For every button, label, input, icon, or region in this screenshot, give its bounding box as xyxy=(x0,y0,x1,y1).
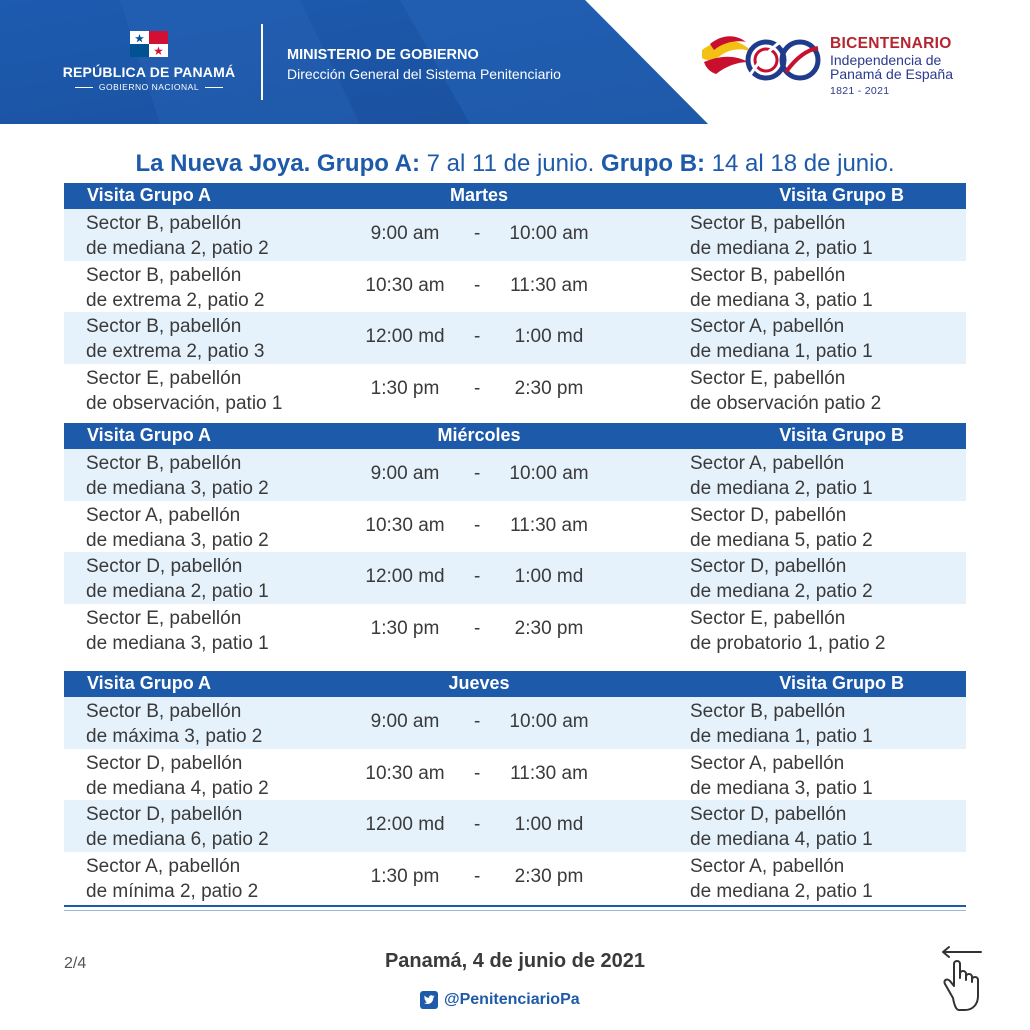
header-divider xyxy=(261,24,263,100)
page-title xyxy=(64,150,966,178)
time-end: 1:00 md xyxy=(514,566,584,587)
time-start: 12:00 md xyxy=(365,566,445,587)
location-line: Sector A, pabellón xyxy=(690,453,845,474)
header-group-b: Visita Grupo B xyxy=(779,425,904,445)
group-b-location xyxy=(690,854,873,904)
location-line: Sector E, pabellón xyxy=(86,367,242,389)
title-part4: 14 al 18 de junio. xyxy=(705,150,895,177)
table-header xyxy=(64,423,966,449)
location-line: de extrema 2, patio 3 xyxy=(86,341,265,362)
location-line: Sector A, pabellón xyxy=(690,316,845,337)
location-line: de máxima 3, patio 2 xyxy=(86,726,263,747)
time-dash: - xyxy=(474,326,481,347)
footer-date: Panamá, 4 de junio de 2021 xyxy=(384,950,646,972)
table-header xyxy=(64,671,966,697)
time-end: 11:30 am xyxy=(510,514,588,536)
time-start: 10:30 am xyxy=(365,762,445,784)
location-line: de mediana 2, patio 2 xyxy=(86,238,269,259)
header-day: Miércoles xyxy=(437,425,521,445)
location-line: de mediana 4, patio 2 xyxy=(86,777,269,799)
location-line: Sector E, pabellón xyxy=(86,607,242,629)
header-group-a: Visita Grupo A xyxy=(87,673,212,693)
group-a-location xyxy=(86,802,269,852)
header-day: Martes xyxy=(449,185,509,205)
location-line: de mediana 3, patio 1 xyxy=(86,632,269,654)
location-line: de mediana 3, patio 1 xyxy=(690,777,873,799)
bottom-rule-thin xyxy=(64,910,966,911)
title-part3: Grupo B: xyxy=(601,150,706,177)
location-line: Sector B, pabellón xyxy=(690,264,846,286)
location-line: Sector B, pabellón xyxy=(86,701,242,722)
table-header xyxy=(64,183,966,209)
group-a-location xyxy=(86,503,269,553)
group-a-location xyxy=(86,554,269,604)
time-end: 2:30 pm xyxy=(514,377,584,399)
time-start: 10:30 am xyxy=(365,274,445,296)
group-b-location xyxy=(690,699,873,749)
location-line: Sector A, pabellón xyxy=(690,752,845,774)
header-banner xyxy=(0,0,1030,124)
bicentenario-logo xyxy=(700,28,825,88)
location-line: Sector E, pabellón xyxy=(690,607,846,629)
location-line: de probatorio 1, patio 2 xyxy=(690,632,886,654)
location-line: Sector D, pabellón xyxy=(86,556,243,577)
location-line: de extrema 2, patio 2 xyxy=(86,289,265,311)
time-start: 9:00 am xyxy=(370,711,440,732)
group-b-location xyxy=(690,263,873,313)
time-end: 10:00 am xyxy=(509,223,589,244)
time-dash: - xyxy=(474,566,481,587)
table-row xyxy=(64,364,966,416)
group-a-location xyxy=(86,263,265,313)
time-end: 2:30 pm xyxy=(514,865,584,887)
time-start: 12:00 md xyxy=(365,326,445,347)
location-line: Sector B, pabellón xyxy=(86,453,242,474)
twitter-link[interactable] xyxy=(420,990,580,1010)
republica-label: REPÚBLICA DE PANAMÁ xyxy=(62,64,236,80)
location-line: de mediana 5, patio 2 xyxy=(690,529,873,551)
direccion-label: Dirección General del Sistema Penitenciario xyxy=(287,66,561,82)
time-start: 12:00 md xyxy=(365,814,445,835)
time-end: 2:30 pm xyxy=(514,617,584,639)
time-dash: - xyxy=(474,463,481,484)
group-a-location xyxy=(86,854,258,904)
location-line: de mediana 1, patio 1 xyxy=(690,726,873,747)
location-line: de mediana 3, patio 2 xyxy=(86,529,269,551)
table-row xyxy=(64,449,966,501)
location-line: Sector B, pabellón xyxy=(86,213,242,234)
bicentenario-years: 1821 - 2021 xyxy=(830,85,890,97)
group-b-location xyxy=(690,314,873,364)
location-line: de mediana 2, patio 1 xyxy=(690,880,873,902)
table-row xyxy=(64,749,966,801)
panama-flag-icon xyxy=(130,31,168,57)
group-b-location xyxy=(690,451,873,501)
location-line: de mínima 2, patio 2 xyxy=(86,880,259,902)
location-line: de mediana 3, patio 1 xyxy=(690,289,873,311)
location-line: Sector A, pabellón xyxy=(690,855,845,877)
twitter-icon xyxy=(420,991,438,1009)
location-line: de observación, patio 1 xyxy=(86,392,283,414)
time-start: 1:30 pm xyxy=(370,617,440,639)
location-line: Sector B, pabellón xyxy=(690,213,846,234)
bicentenario-title: BICENTENARIO xyxy=(830,35,952,52)
group-b-location xyxy=(690,606,885,656)
time-start: 9:00 am xyxy=(370,223,440,244)
group-a-location xyxy=(86,606,269,656)
location-line: Sector D, pabellón xyxy=(86,752,243,774)
table-row xyxy=(64,312,966,364)
group-b-location xyxy=(690,751,873,801)
header-group-b: Visita Grupo B xyxy=(779,185,904,205)
location-line: de mediana 6, patio 2 xyxy=(86,829,269,850)
schedule-table xyxy=(64,671,966,903)
header-group-a: Visita Grupo A xyxy=(87,185,212,205)
location-line: Sector A, pabellón xyxy=(86,504,241,526)
swipe-hand-icon xyxy=(935,940,987,1014)
time-start: 1:30 pm xyxy=(370,865,440,887)
location-line: de mediana 2, patio 1 xyxy=(690,478,873,499)
group-a-location xyxy=(86,211,269,261)
location-line: Sector B, pabellón xyxy=(86,316,242,337)
group-b-location xyxy=(690,554,873,604)
location-line: de mediana 3, patio 2 xyxy=(86,478,269,499)
time-start: 1:30 pm xyxy=(370,377,440,399)
time-dash: - xyxy=(474,223,481,244)
time-end: 1:00 md xyxy=(514,814,584,835)
bicentenario-subtitle xyxy=(830,53,990,81)
table-row xyxy=(64,501,966,553)
group-a-location xyxy=(86,314,265,364)
time-end: 10:00 am xyxy=(509,463,589,484)
table-row xyxy=(64,604,966,656)
location-line: Sector D, pabellón xyxy=(86,804,243,825)
time-dash: - xyxy=(474,711,481,732)
location-line: Sector B, pabellón xyxy=(86,264,242,286)
gobierno-label: GOBIERNO NACIONAL xyxy=(58,82,240,92)
table-row xyxy=(64,552,966,604)
time-end: 1:00 md xyxy=(514,326,584,347)
group-b-location xyxy=(690,802,873,852)
bicentenario-line2: Panamá de España xyxy=(830,66,953,82)
header-group-a: Visita Grupo A xyxy=(87,425,212,445)
twitter-handle[interactable]: @PenitenciarioPa xyxy=(444,991,580,1008)
header-group-b: Visita Grupo B xyxy=(779,673,904,693)
schedule-table xyxy=(64,183,966,415)
table-row xyxy=(64,697,966,749)
schedule-table xyxy=(64,423,966,655)
table-row xyxy=(64,209,966,261)
location-line: de mediana 2, patio 1 xyxy=(86,581,269,602)
location-line: de mediana 2, patio 1 xyxy=(690,238,873,259)
location-line: Sector E, pabellón xyxy=(690,367,846,389)
location-line: Sector B, pabellón xyxy=(690,701,846,722)
location-line: Sector A, pabellón xyxy=(86,855,241,877)
time-end: 10:00 am xyxy=(509,711,589,732)
time-dash: - xyxy=(474,617,481,639)
time-end: 11:30 am xyxy=(510,274,588,296)
location-line: de mediana 2, patio 2 xyxy=(690,581,873,602)
time-start: 9:00 am xyxy=(370,463,440,484)
title-part1: La Nueva Joya. Grupo A: xyxy=(135,150,420,177)
header-day: Jueves xyxy=(448,673,510,693)
group-a-location xyxy=(86,366,282,416)
group-a-location xyxy=(86,451,269,501)
ministerio-label: MINISTERIO DE GOBIERNO xyxy=(287,47,479,63)
time-start: 10:30 am xyxy=(365,514,445,536)
location-line: de mediana 1, patio 1 xyxy=(690,341,873,362)
time-dash: - xyxy=(474,865,481,887)
location-line: de observación patio 2 xyxy=(690,392,882,414)
location-line: Sector D, pabellón xyxy=(690,556,847,577)
location-line: de mediana 4, patio 1 xyxy=(690,829,873,850)
group-b-location xyxy=(690,366,881,416)
table-row xyxy=(64,261,966,313)
title-part2: 7 al 11 de junio. xyxy=(420,150,602,177)
time-end: 11:30 am xyxy=(510,762,588,784)
time-dash: - xyxy=(474,762,481,784)
time-dash: - xyxy=(474,514,481,536)
page-number: 2/4 xyxy=(64,955,87,972)
location-line: Sector D, pabellón xyxy=(690,804,847,825)
table-row xyxy=(64,800,966,852)
group-b-location xyxy=(690,211,873,261)
bottom-rule xyxy=(64,905,966,907)
time-dash: - xyxy=(474,377,481,399)
group-b-location xyxy=(690,503,873,553)
group-a-location xyxy=(86,751,269,801)
time-dash: - xyxy=(474,274,481,296)
group-a-location xyxy=(86,699,262,749)
location-line: Sector D, pabellón xyxy=(690,504,847,526)
table-row xyxy=(64,852,966,904)
bicentenario-line1: Independencia de xyxy=(830,52,942,68)
time-dash: - xyxy=(474,814,481,835)
